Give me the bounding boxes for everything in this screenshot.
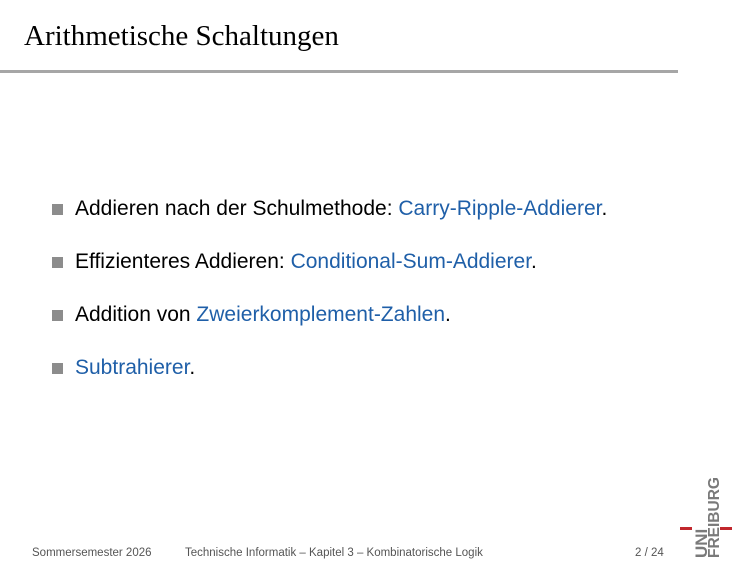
bullet-square-icon bbox=[52, 363, 63, 374]
bullet-suffix: . bbox=[445, 303, 451, 326]
bullet-item-zweierkomplement bbox=[52, 302, 607, 355]
title-divider bbox=[0, 70, 678, 73]
bullet-square-icon bbox=[52, 204, 63, 215]
footer-page-number: 2 / 24 bbox=[635, 547, 664, 559]
bullet-prefix: Addition von bbox=[75, 303, 197, 326]
bullet-suffix: . bbox=[531, 250, 537, 273]
logo-text-freiburg: FREIBURG bbox=[706, 477, 723, 558]
bullet-item-carry-ripple bbox=[52, 196, 607, 249]
bullet-text bbox=[75, 302, 451, 328]
slide-title: Arithmetische Schaltungen bbox=[24, 20, 339, 52]
logo-text-uni: UNI bbox=[692, 528, 711, 558]
bullet-suffix: . bbox=[601, 197, 608, 220]
bullet-text bbox=[75, 355, 195, 381]
bullet-square-icon bbox=[52, 310, 63, 321]
bullet-item-conditional-sum bbox=[52, 249, 607, 302]
bullet-text bbox=[75, 196, 607, 222]
link-subtrahierer[interactable]: Subtrahierer bbox=[75, 356, 190, 379]
uni-freiburg-logo bbox=[680, 476, 750, 562]
bullet-list bbox=[52, 196, 607, 408]
footer-semester: Sommersemester 2026 bbox=[32, 547, 152, 559]
bullet-prefix: Addieren nach der Schulmethode: bbox=[75, 197, 399, 220]
link-conditional-sum-addierer[interactable]: Conditional-Sum-Addierer bbox=[290, 250, 532, 273]
link-zweierkomplement-zahlen[interactable]: Zweierkomplement-Zahlen bbox=[196, 303, 446, 326]
bullet-square-icon bbox=[52, 257, 63, 268]
bullet-item-subtrahierer bbox=[52, 355, 607, 408]
bullet-text bbox=[75, 249, 537, 275]
link-carry-ripple-addierer[interactable]: Carry-Ripple-Addierer bbox=[398, 197, 602, 220]
bullet-prefix: Effizienteres Addieren: bbox=[75, 250, 291, 273]
bullet-suffix: . bbox=[189, 356, 196, 379]
footer-course-info: Technische Informatik – Kapitel 3 – Kombinatorische Logik bbox=[185, 547, 483, 559]
